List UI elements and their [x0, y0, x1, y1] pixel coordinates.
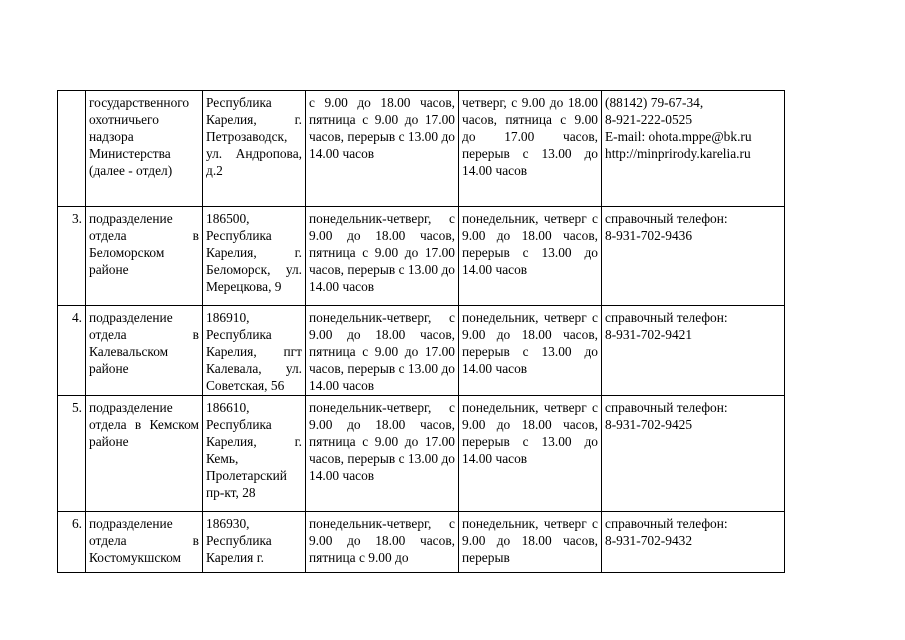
contacts-cell	[602, 512, 785, 573]
address-cell: 186500, Республика Карелия, г. Беломорск, ул. Мерецкова, 9	[203, 207, 306, 306]
reception-hours-cell: понедельник, четверг с 9.00 до 18.00 часов, перерыв с 13.00 до 14.00 часов	[459, 396, 602, 512]
row-number-cell: 3.	[58, 207, 86, 306]
table-row	[58, 396, 785, 512]
unit-cell: подразделение отдела в Кемском районе	[86, 396, 203, 512]
table-row	[58, 306, 785, 396]
contacts-text: справочный телефон: 8-931-702-9432	[605, 516, 728, 548]
reception-hours-cell: понедельник, четверг с 9.00 до 18.00 часов, перерыв	[459, 512, 602, 573]
contacts-text: справочный телефон: 8-931-702-9421	[605, 310, 728, 342]
work-hours-cell: понедельник-четверг, с 9.00 до 18.00 часов, пятница с 9.00 до	[306, 512, 459, 573]
work-hours-cell: понедельник-четверг, с 9.00 до 18.00 часов, пятница с 9.00 до 17.00 часов, перерыв с 13.00 до 14.00 часов	[306, 396, 459, 512]
table-row	[58, 91, 785, 207]
office-schedule-table	[57, 90, 785, 573]
work-hours-cell: понедельник-четверг, с 9.00 до 18.00 часов, пятница с 9.00 до 17.00 часов, перерыв с 13.00 до 14.00 часов	[306, 306, 459, 396]
contacts-text: справочный телефон: 8-931-702-9436	[605, 211, 728, 243]
reception-hours-cell: понедельник, четверг с 9.00 до 18.00 часов, перерыв с 13.00 до 14.00 часов	[459, 306, 602, 396]
work-hours-cell: с 9.00 до 18.00 часов, пятница с 9.00 до 17.00 часов, перерыв с 13.00 до 14.00 часов	[306, 91, 459, 207]
table-row	[58, 207, 785, 306]
reception-hours-cell: четверг, с 9.00 до 18.00 часов, пятница с 9.00 до 17.00 часов, перерыв с 13.00 до 14.00 часов	[459, 91, 602, 207]
row-number-cell	[58, 91, 86, 207]
reception-hours-cell: понедельник, четверг с 9.00 до 18.00 часов, перерыв с 13.00 до 14.00 часов	[459, 207, 602, 306]
work-hours-cell: понедельник-четверг, с 9.00 до 18.00 часов, пятница с 9.00 до 17.00 часов, перерыв с 13.00 до 14.00 часов	[306, 207, 459, 306]
row-number-cell: 4.	[58, 306, 86, 396]
address-cell: 186610, Республика Карелия, г. Кемь, Пролетарский пр-кт, 28	[203, 396, 306, 512]
address-cell: 186930, Республика Карелия г.	[203, 512, 306, 573]
contacts-text: справочный телефон: 8-931-702-9425	[605, 400, 728, 432]
contacts-cell	[602, 396, 785, 512]
unit-cell: подразделение отдела в Костомукшском	[86, 512, 203, 573]
row-number-cell: 6.	[58, 512, 86, 573]
row-number-cell: 5.	[58, 396, 86, 512]
contacts-cell	[602, 207, 785, 306]
contacts-text: (88142) 79-67-34, 8-921-222-0525 E-mail: ohota.mppe@bk.ru http://minprirody.karelia.ru	[605, 95, 752, 161]
contacts-cell	[602, 306, 785, 396]
unit-cell: государственного охотничьего надзора Министерства (далее - отдел)	[86, 91, 203, 207]
address-cell: 186910, Республика Карелия, пгт Калевала, ул. Советская, 56	[203, 306, 306, 396]
contacts-cell	[602, 91, 785, 207]
unit-cell: подразделение отдела в Беломорском районе	[86, 207, 203, 306]
table-row	[58, 512, 785, 573]
unit-cell: подразделение отдела в Калевальском районе	[86, 306, 203, 396]
address-cell: Республика Карелия, г. Петрозаводск, ул. Андропова, д.2	[203, 91, 306, 207]
